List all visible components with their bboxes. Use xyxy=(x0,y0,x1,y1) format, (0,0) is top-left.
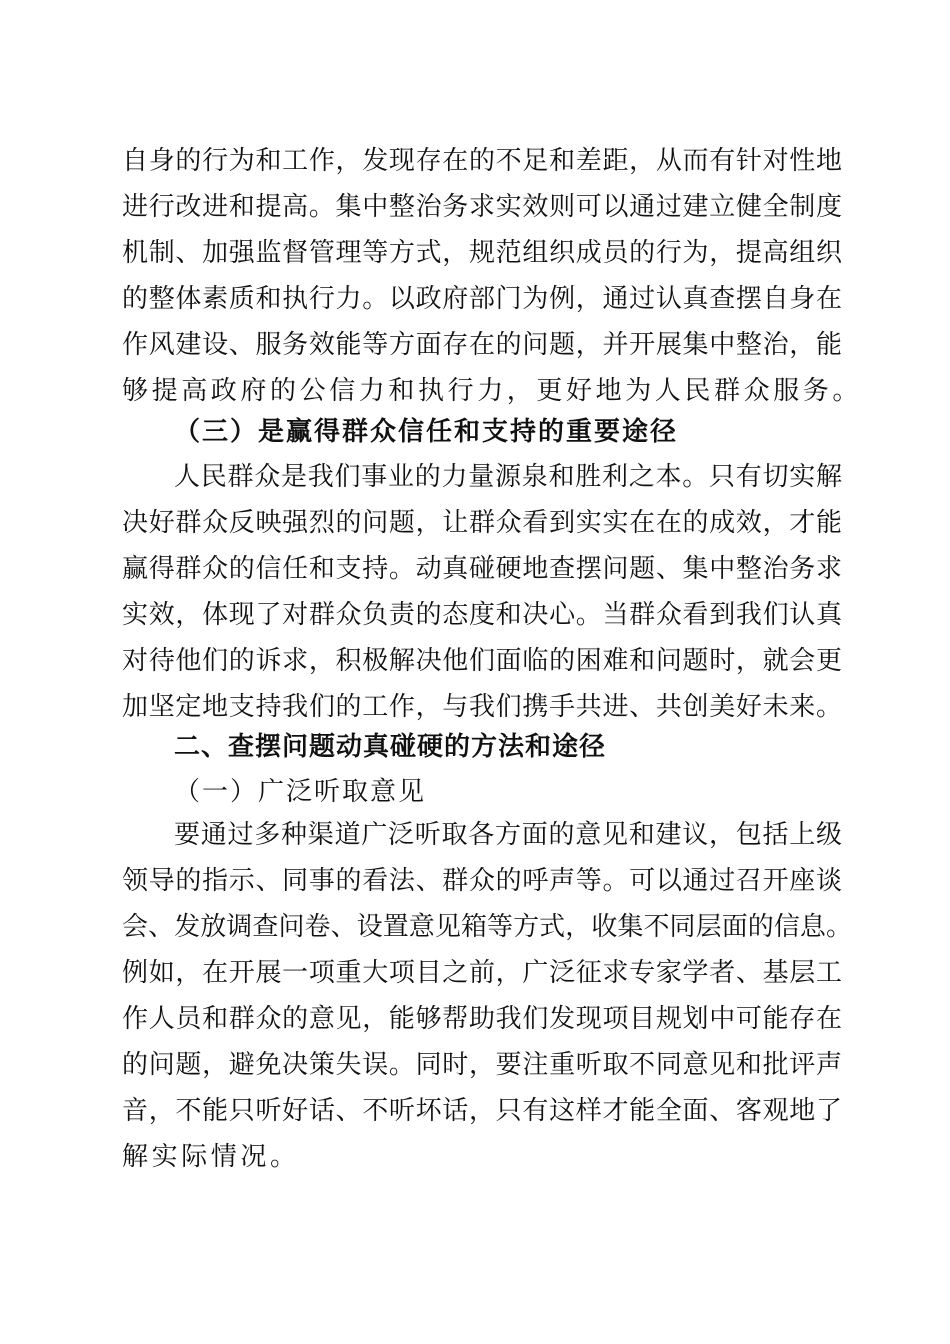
paragraph-line: 赢得群众的信任和支持。动真碰硬地查摆问题、集中整治务求 xyxy=(122,554,842,584)
paragraph-line: 人民群众是我们事业的力量源泉和胜利之本。只有切实解 xyxy=(174,462,842,492)
paragraph-line: 机制、加强监督管理等方式，规范组织成员的行为，提高组织 xyxy=(122,238,842,268)
section-heading: 二、查摆问题动真碰硬的方法和途径 xyxy=(174,732,607,762)
paragraph-line: 会、发放调查问卷、设置意见箱等方式，收集不同层面的信息。 xyxy=(122,912,852,942)
paragraph-line: 决好群众反映强烈的问题，让群众看到实实在在的成效，才能 xyxy=(122,508,842,538)
paragraph-line: 解实际情况。 xyxy=(122,1142,300,1172)
section-subheading: （三）是赢得群众信任和支持的重要途径 xyxy=(174,417,679,447)
paragraph-line: 对待他们的诉求，积极解决他们面临的困难和问题时，就会更 xyxy=(122,646,842,676)
paragraph-line: 领导的指示、同事的看法、群众的呼声等。可以通过召开座谈 xyxy=(122,866,842,896)
paragraph-line: 要通过多种渠道广泛听取各方面的意见和建议，包括上级 xyxy=(174,820,842,850)
paragraph-line: 自身的行为和工作，发现存在的不足和差距，从而有针对性地 xyxy=(122,146,842,176)
paragraph-line: 够提高政府的公信力和执行力，更好地为人民群众服务。 xyxy=(122,376,863,406)
paragraph-line: 实效，体现了对群众负责的态度和决心。当群众看到我们认真 xyxy=(122,600,842,630)
paragraph-line: 加坚定地支持我们的工作，与我们携手共进、共创美好未来。 xyxy=(122,692,842,722)
section-subheading: （一）广泛听取意见 xyxy=(174,777,427,807)
paragraph-line: 的问题，避免决策失误。同时，要注重听取不同意见和批评声 xyxy=(122,1050,842,1080)
paragraph-line: 的整体素质和执行力。以政府部门为例，通过认真查摆自身在 xyxy=(122,284,842,314)
paragraph-line: 音，不能只听好话、不听坏话，只有这样才能全面、客观地了 xyxy=(122,1096,842,1126)
paragraph-line: 例如，在开展一项重大项目之前，广泛征求专家学者、基层工 xyxy=(122,958,842,988)
paragraph-line: 进行改进和提高。集中整治务求实效则可以通过建立健全制度 xyxy=(122,192,842,222)
paragraph-line: 作人员和群众的意见，能够帮助我们发现项目规划中可能存在 xyxy=(122,1004,842,1034)
paragraph-line: 作风建设、服务效能等方面存在的问题，并开展集中整治，能 xyxy=(122,330,842,360)
